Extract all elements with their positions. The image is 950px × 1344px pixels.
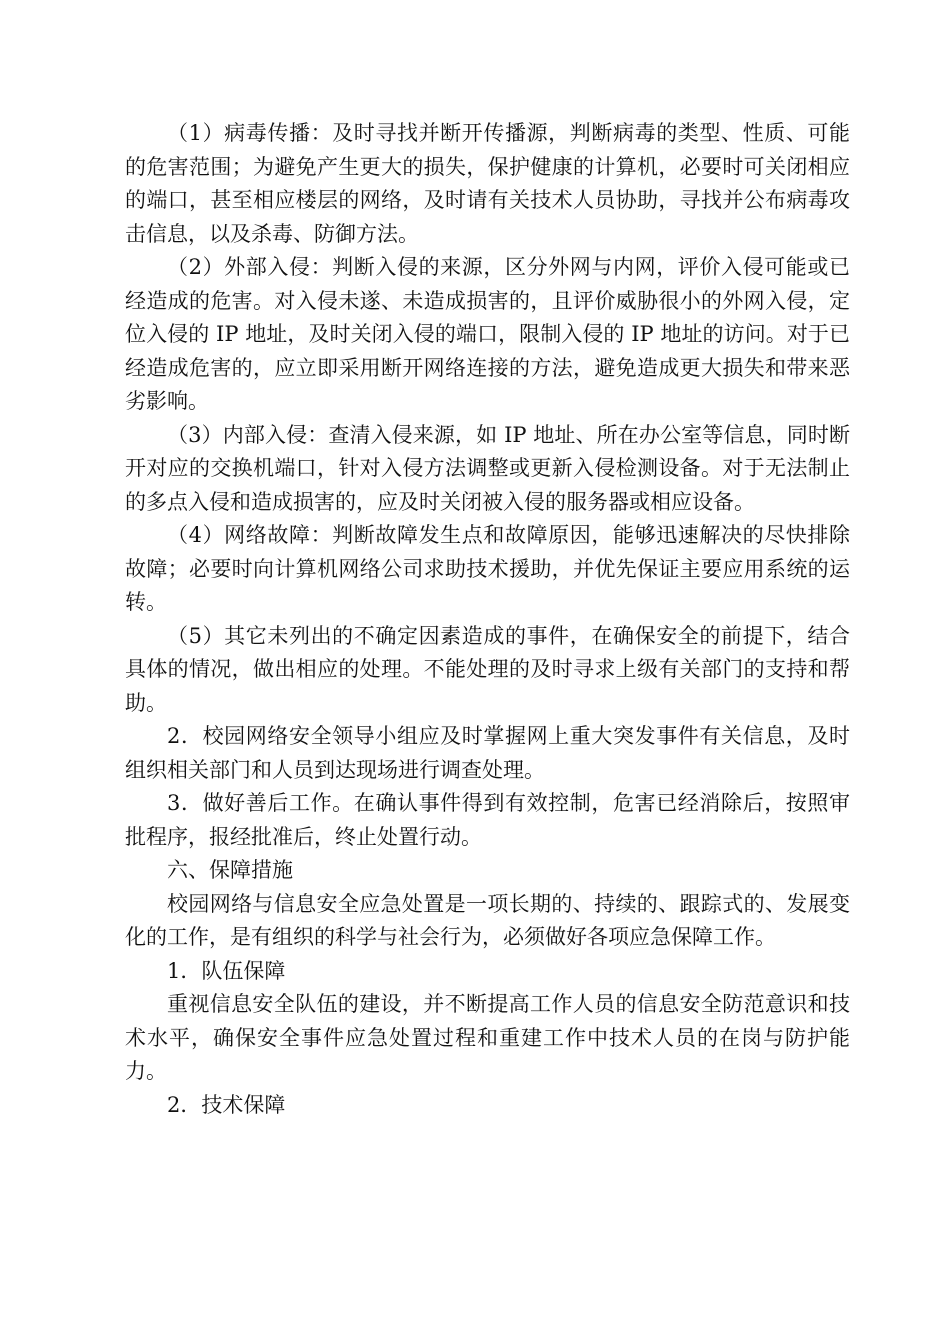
paragraph-team-safeguard: 重视信息安全队伍的建设，并不断提高工作人员的信息安全防范意识和技术水平，确保安全事件应急处置过程和重建工作中技术人员的在岗与防护能力。	[125, 992, 850, 1083]
paragraph-external-intrusion: （2）外部入侵：判断入侵的来源，区分外网与内网，评价入侵可能或已经造成的危害。对入侵未遂、未造成损害的，且评价威胁很小的外网入侵，定位入侵的 IP 地址，及时关闭入侵的端口，限制入侵的 IP 地址的访问。对于已经造成危害的，应立即采用断开网络连接的方法，避免造成更大损失和带来恶劣影响。	[125, 255, 850, 413]
paragraph-item-2-leadership: 2．校园网络安全领导小组应及时掌握网上重大突发事件有关信息，及时组织相关部门和人员到达现场进行调查处理。	[125, 724, 850, 782]
paragraph-safeguards-intro: 校园网络与信息安全应急处置是一项长期的、持续的、跟踪式的、发展变化的工作，是有组织的科学与社会行为，必须做好各项应急保障工作。	[125, 891, 850, 949]
paragraph-other-events: （5）其它未列出的不确定因素造成的事件，在确保安全的前提下，结合具体的情况，做出相应的处理。不能处理的及时寻求上级有关部门的支持和帮助。	[125, 623, 850, 715]
paragraph-item-3-aftermath: 3．做好善后工作。在确认事件得到有效控制，危害已经消除后，按照审批程序，报经批准后，终止处置行动。	[125, 791, 850, 849]
paragraph-virus-spread: （1）病毒传播：及时寻找并断开传播源，判断病毒的类型、性质、可能的危害范围；为避免产生更大的损失，保护健康的计算机，必要时可关闭相应的端口，甚至相应楼层的网络，及时请有关技术人员协助，寻找并公布病毒攻击信息，以及杀毒、防御方法。	[125, 121, 850, 246]
subheading-team-safeguard: 1．队伍保障	[167, 958, 286, 983]
document-body	[125, 117, 850, 1122]
paragraph-internal-intrusion: （3）内部入侵：查清入侵来源，如 IP 地址、所在办公室等信息，同时断开对应的交换机端口，针对入侵方法调整或更新入侵检测设备。对于无法制止的多点入侵和造成损害的，应及时关闭被入侵的服务器或相应设备。	[125, 422, 850, 514]
subheading-technical-safeguard: 2．技术保障	[167, 1092, 286, 1117]
section-heading-safeguards: 六、保障措施	[167, 858, 293, 882]
paragraph-network-fault: （4）网络故障：判断故障发生点和故障原因，能够迅速解决的尽快排除故障；必要时向计算机网络公司求助技术援助，并优先保证主要应用系统的运转。	[125, 523, 850, 614]
